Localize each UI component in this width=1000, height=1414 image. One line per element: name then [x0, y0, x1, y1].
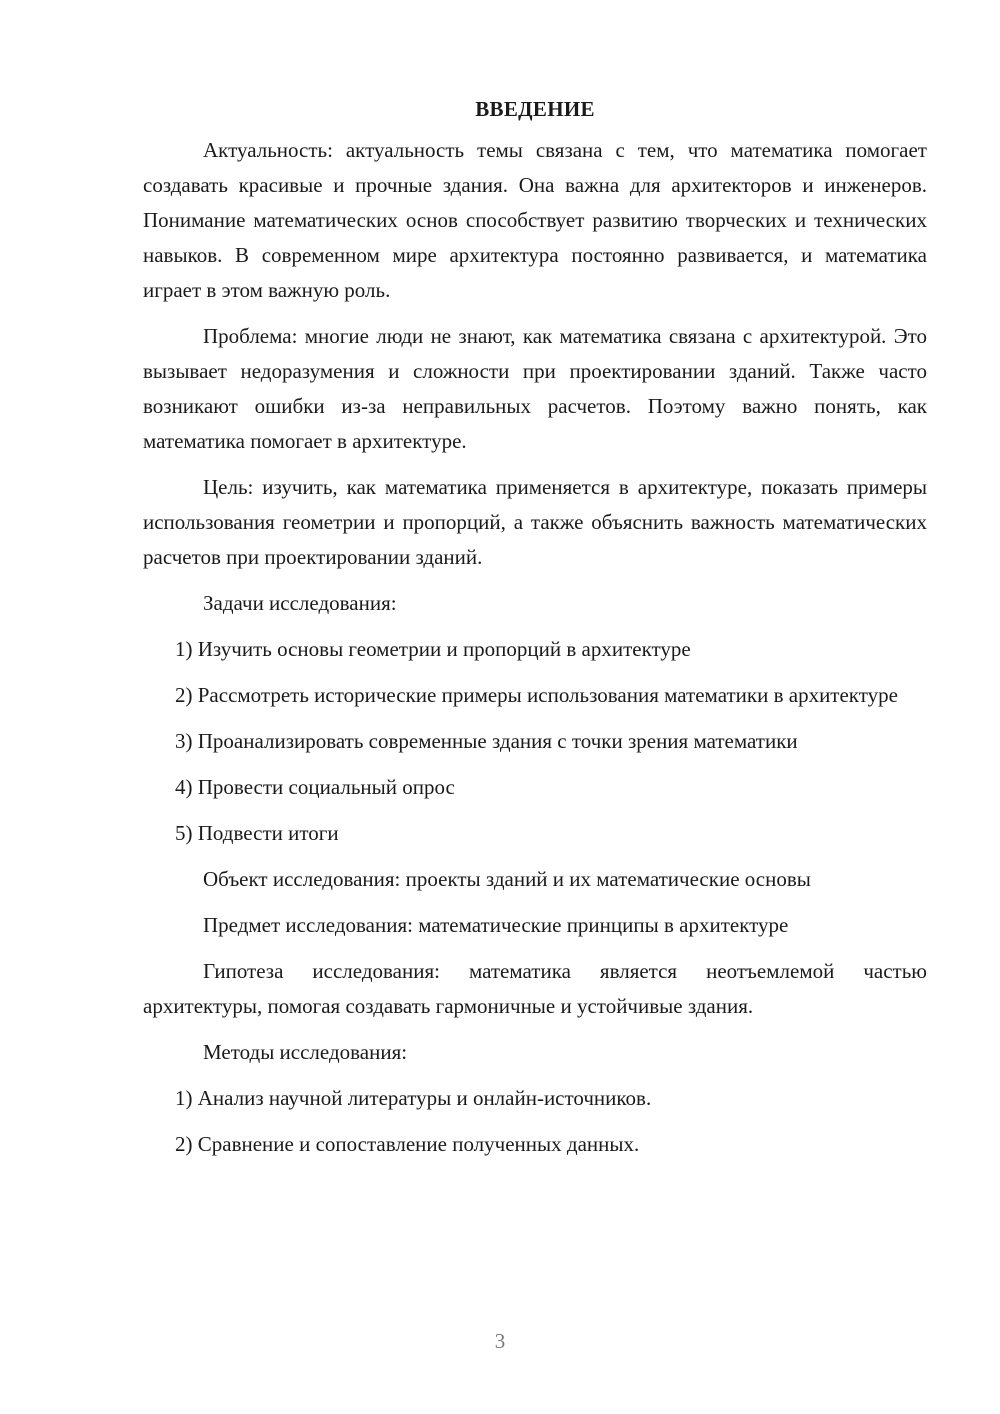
page-title: ВВЕДЕНИЕ: [475, 97, 595, 121]
task-item: 4) Провести социальный опрос: [175, 775, 455, 799]
methods-heading: Методы исследования:: [203, 1040, 408, 1064]
tasks-heading: Задачи исследования:: [203, 591, 397, 615]
task-item: 1) Изучить основы геометрии и пропорций в архитектуре: [175, 637, 691, 661]
object-paragraph: Объект исследования: проекты зданий и их математические основы: [203, 867, 811, 891]
relevance-paragraph: Актуальность: актуальность темы связана с тем, что математика помогает создавать красивые и прочные здания. Она важна для архитекторов и инженеров. Понимание математических основ способствует развитию творческих и технических навыков. В современном мире архитектура постоянно развивается, и математика играет в этом важную роль.: [143, 138, 927, 302]
method-item: 2) Сравнение и сопоставление полученных данных.: [175, 1132, 640, 1156]
task-item: 3) Проанализировать современные здания с точки зрения математики: [175, 729, 798, 753]
task-item: 2) Рассмотреть исторические примеры использования математики в архитектуре: [175, 683, 898, 707]
document-body: [143, 92, 927, 1173]
problem-paragraph: Проблема: многие люди не знают, как математика связана с архитектурой. Это вызывает недоразумения и сложности при проектировании зданий. Также часто возникают ошибки из-за неправильных расчетов. Поэтому важно понять, как математика помогает в архитектуре.: [143, 324, 927, 453]
task-item: 5) Подвести итоги: [175, 821, 339, 845]
goal-paragraph: Цель: изучить, как математика применяется в архитектуре, показать примеры использования геометрии и пропорций, а также объяснить важность математических расчетов при проектировании зданий.: [143, 475, 927, 569]
hypothesis-paragraph: Гипотеза исследования: математика является неотъемлемой частью архитектуры, помогая создавать гармоничные и устойчивые здания.: [143, 959, 927, 1018]
method-item: 1) Анализ научной литературы и онлайн-источников.: [175, 1086, 652, 1110]
page-number: 3: [494, 1329, 506, 1353]
subject-paragraph: Предмет исследования: математические принципы в архитектуре: [203, 913, 789, 937]
